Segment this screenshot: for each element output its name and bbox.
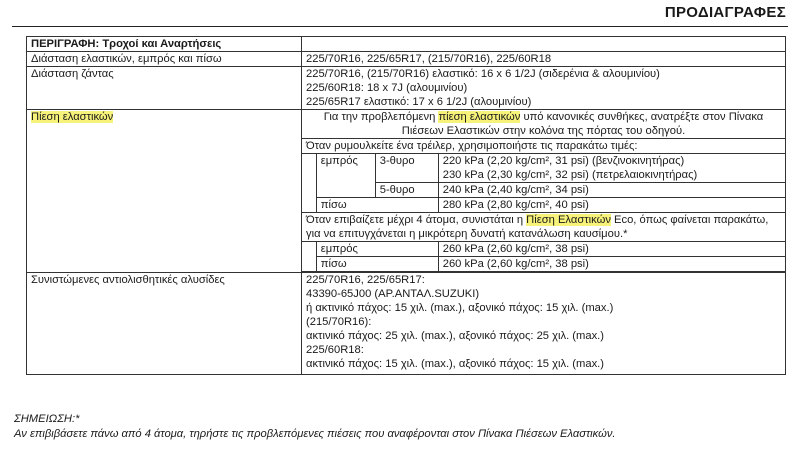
table-row [27,67,786,110]
spacer-cell [302,242,317,272]
tire-pressure-intro [302,110,786,139]
three-door-label: 3-θυρο [375,154,438,183]
note-block [14,412,616,442]
eco-front-label: εμπρός [316,242,438,257]
tire-size-label: Διάσταση ελαστικών, εμπρός και πίσω [27,52,302,67]
three-door-value [438,154,785,183]
intro-text: Για την προβλεπόμενη [323,111,439,123]
tire-size-value: 225/70R16, 225/65R17, (215/70R16), 225/60R18 [302,52,786,67]
table-row [27,52,786,67]
intro-text: υπό κανονικές συνθήκες, ανατρέξτε στον Πίνακα Πιέσεων Ελαστικών στην κολόνα της πόρτας του οδηγού. [401,111,764,137]
three-door-petrol: 220 kPa (2,20 kg/cm², 31 psi) (βενζινοκινητήρας) [442,155,685,167]
spacer-cell [302,154,317,213]
chains-label: Συνιστώμενες αντιολισθητικές αλυσίδες [27,273,302,375]
section-header-empty [302,37,786,52]
table-row [27,37,786,52]
chains-line: 225/60R18: [306,344,364,356]
chains-line: (215/70R16): [306,316,372,328]
wheel-size-line: 225/70R16, (215/70R16) ελαστικό: 16 x 6 1/2J (σιδερένια & αλουμινίου) [306,68,660,80]
chains-line: ακτινικό πάχος: 25 χιλ. (max.), αξονικό πάχος: 25 χιλ. (max.) [306,330,605,342]
eco-text: Όταν επιβαίζετε μέχρι 4 άτομα, συνιστάται η [306,214,527,226]
wheel-size-label: Διάσταση ζάντας [27,67,302,110]
chains-line: 43390-65J00 (ΑΡ.ΑΝΤΑΛ.SUZUKI) [306,288,480,300]
chains-line: ακτινικό πάχος: 15 χιλ. (max.), αξονικό πάχος: 15 χιλ. (max.) [306,358,605,370]
section-header: ΠΕΡΙΓΡΑΦΗ: Τροχοί και Αναρτήσεις [27,37,302,52]
wheel-size-value [302,67,786,110]
tire-pressure-label: Πίεση ελαστικών [31,111,114,123]
trailer-intro: Όταν ρυμουλκείτε ένα τρέιλερ, χρησιμοποιήστε τις παρακάτω τιμές: [302,139,786,154]
eco-intro [302,213,786,242]
eco-highlight: Πίεση Ελαστικών [526,214,611,226]
trailer-rear-value: 280 kPa (2,80 kg/cm², 40 psi) [438,198,785,213]
intro-highlight: πίεση ελαστικών [438,111,521,123]
eco-rear-label: πίσω [316,257,438,272]
table-row [27,273,786,375]
eco-front-value: 260 kPa (2,60 kg/cm², 38 psi) [438,242,785,257]
chains-value [302,273,786,375]
chains-line: 225/70R16, 225/65R17: [306,274,425,286]
trailer-front-label: εμπρός [316,154,375,198]
note-title: ΣΗΜΕΙΩΣΗ:* [14,413,80,425]
chains-line: ή ακτινικό πάχος: 15 χιλ. (max.), αξονικό πάχος: 15 χιλ. (max.) [306,302,614,314]
tire-pressure-label-cell [27,110,302,273]
eco-text: Eco, όπως φαίνεται παρακάτω, για να επιτυγχάνεται η μικρότερη δυνατή κατανάλωση καυσίμου.* [306,214,769,240]
eco-rear-value: 260 kPa (2,60 kg/cm², 38 psi) [438,257,785,272]
table-row [27,110,786,139]
wheel-size-line: 225/60R18: 18 x 7J (αλουμινίου) [306,82,468,94]
page-title: ΠΡΟΔΙΑΓΡΑΦΕΣ [664,4,786,21]
trailer-rear-label: πίσω [316,198,438,213]
three-door-diesel: 230 kPa (2,30 kg/cm², 32 psi) (πετρελαιοκινητήρας) [442,169,698,181]
wheel-size-line: 225/65R17 ελαστικό: 17 x 6 1/2J (αλουμινίου) [306,96,532,108]
five-door-label: 5-θυρο [375,183,438,198]
header-divider [12,26,788,27]
note-text: Αν επιβιβάσετε πάνω από 4 άτομα, τηρήστε τις προβλεπόμενες πιέσεις που αναφέρονται στον Πίνακα Πιέσεων Ελαστικών. [14,428,616,440]
five-door-value: 240 kPa (2,40 kg/cm², 34 psi) [438,183,785,198]
spec-table [26,36,786,375]
